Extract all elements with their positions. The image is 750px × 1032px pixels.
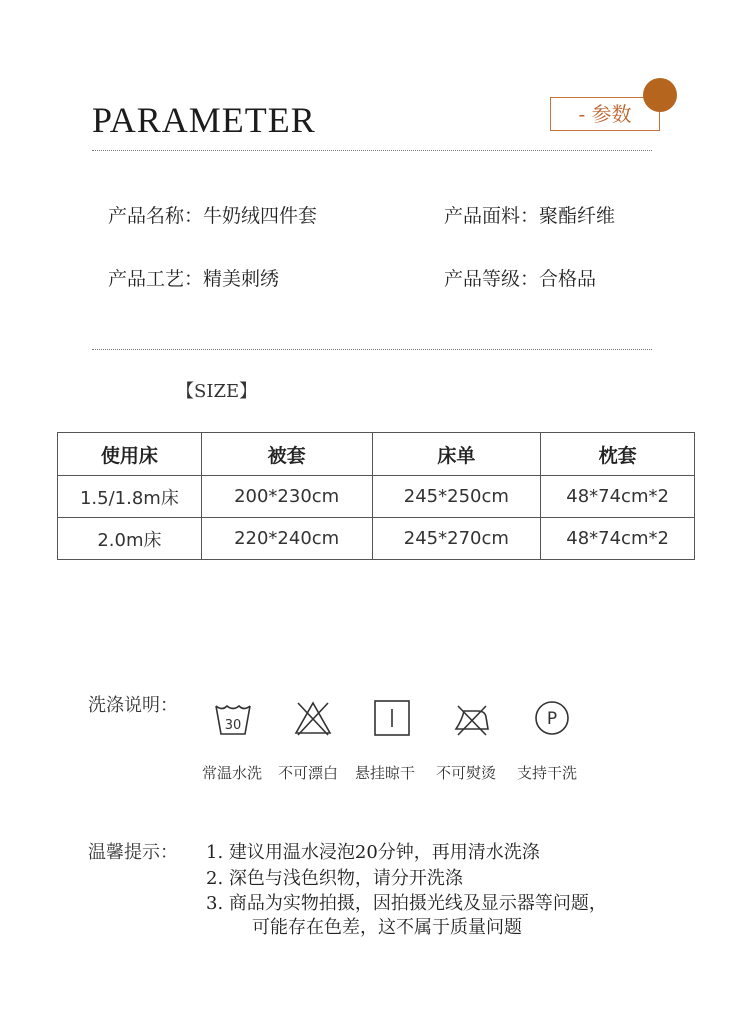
tips-label: 温馨提示： [88,842,178,863]
param-craft: 产品工艺：精美刺绣 [108,268,280,290]
size-table [57,432,695,560]
wash-icon-label: 悬挂晾干 [355,764,416,782]
column-header: 床单 [372,433,541,476]
param-product-name: 产品名称：牛奶绒四件套 [108,205,318,227]
page-title: PARAMETER [92,100,316,140]
dotted-divider [92,349,652,350]
wash-icon-label: 不可漂白 [278,764,339,782]
section-tag: - 参数 [550,97,660,131]
wash-label: 洗涤说明： [88,695,178,716]
tip-line: 可能存在色差，这不属于质量问题 [252,917,522,938]
wash-icon-label: 常温水洗 [202,764,263,782]
tip-line: 1. 建议用温水浸泡20分钟，再用清水洗涤 [206,842,540,863]
table-cell: 200*230cm [201,476,372,518]
table-row [58,476,695,518]
no-iron-icon [452,698,492,738]
no-bleach-icon [293,698,333,738]
table-cell: 1.5/1.8m床 [58,476,202,518]
wash-icon-label: 支持干洗 [517,764,578,782]
accent-dot [643,78,677,112]
size-title: 【SIZE】 [176,381,258,402]
dry-clean-p-icon [532,698,572,738]
table-cell: 2.0m床 [58,518,202,560]
wash-icon-label: 不可熨烫 [436,764,497,782]
table-cell: 220*240cm [201,518,372,560]
column-header: 被套 [201,433,372,476]
table-cell: 245*270cm [372,518,541,560]
param-fabric: 产品面料：聚酯纤维 [444,205,616,227]
wash-temp-text: 30 [224,718,242,733]
column-header: 枕套 [541,433,695,476]
table-cell: 245*250cm [372,476,541,518]
wash-30-icon [213,698,253,738]
param-grade: 产品等级：合格品 [444,268,597,290]
tip-line: 2. 深色与浅色织物，请分开洗涤 [206,868,463,889]
table-cell: 48*74cm*2 [541,518,695,560]
tip-line: 3. 商品为实物拍摄，因拍摄光线及显示器等问题， [206,893,607,914]
table-cell: 48*74cm*2 [541,476,695,518]
table-header-row [58,433,695,476]
table-row [58,518,695,560]
dotted-divider [92,150,652,151]
dry-clean-letter: P [546,709,558,729]
column-header: 使用床 [58,433,202,476]
hang-dry-icon [372,698,412,738]
